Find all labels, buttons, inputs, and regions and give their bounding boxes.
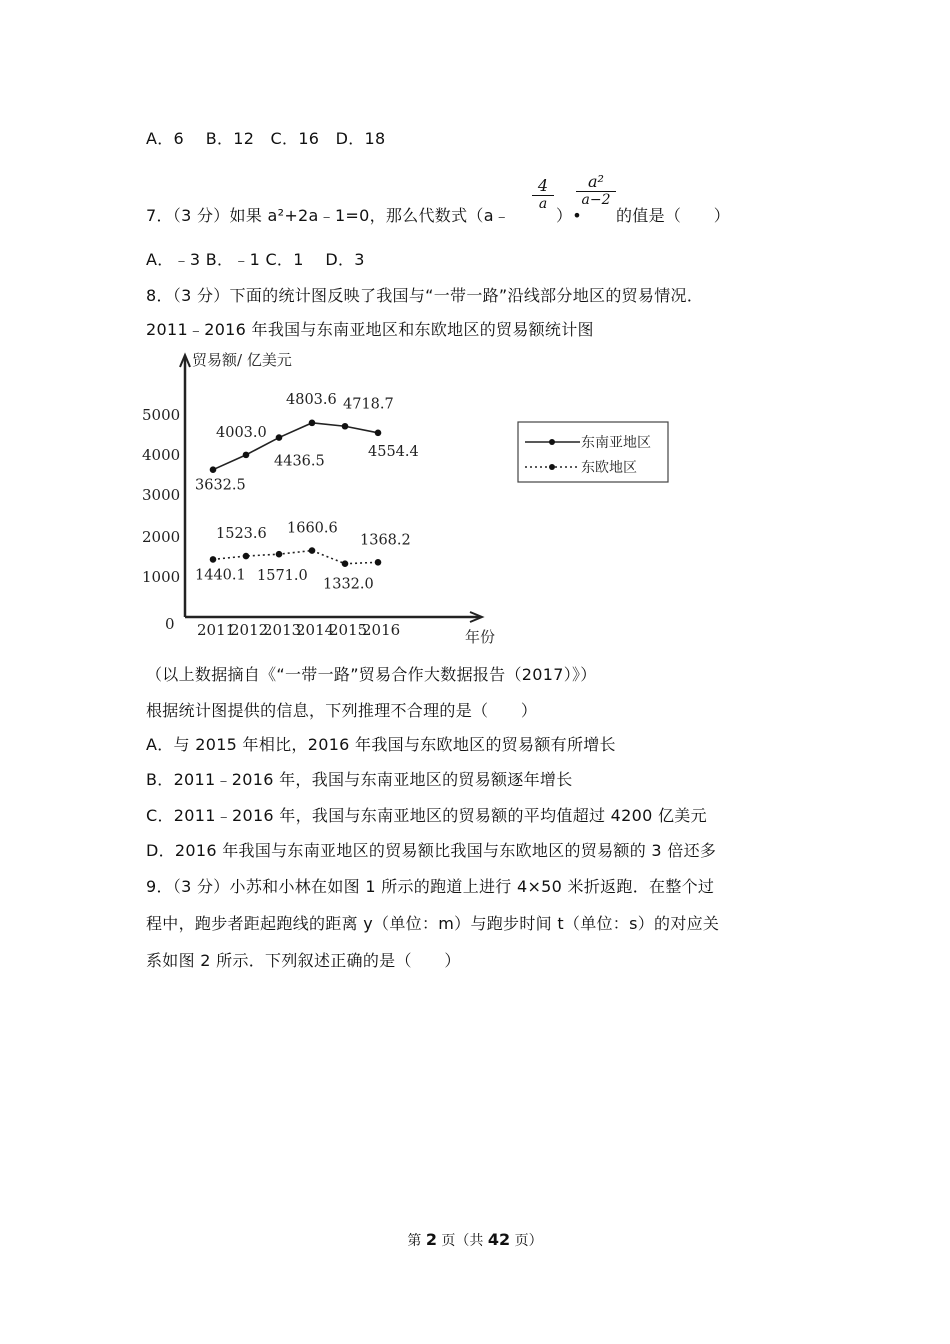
data-label: 4718.7 bbox=[343, 396, 394, 413]
x-tick-label: 2015 bbox=[329, 621, 368, 639]
legend-label: 东欧地区 bbox=[581, 460, 637, 476]
q8-option-d: D．2016 年我国与东南亚地区的贸易额比我国与东欧地区的贸易额的 3 倍还多 bbox=[146, 841, 717, 860]
y-tick-label: 2000 bbox=[142, 528, 181, 546]
data-label: 4554.4 bbox=[368, 443, 419, 460]
data-label: 4803.6 bbox=[286, 391, 337, 408]
y-tick-label: 0 bbox=[165, 615, 175, 633]
x-tick-label: 2016 bbox=[362, 621, 401, 639]
data-point bbox=[243, 553, 250, 560]
q6-options: A．6 B．12 C．16 D．18 bbox=[146, 129, 386, 148]
page-total: 42 bbox=[487, 1230, 511, 1249]
q9-line-3: 系如图 2 所示．下列叙述正确的是（ ） bbox=[146, 951, 461, 970]
q7-frac1-denominator: a bbox=[538, 196, 548, 212]
q9-line-1: 9．（3 分）小苏和小林在如图 1 所示的跑道上进行 4×50 米折返跑．在整个过 bbox=[146, 877, 715, 896]
q7-options: A．﹣3 B．﹣1 C．1 D．3 bbox=[146, 250, 365, 269]
data-label: 1368.2 bbox=[360, 532, 411, 549]
q7-fraction-4-over-a bbox=[532, 176, 554, 212]
x-tick-label: 2013 bbox=[263, 621, 302, 639]
data-point bbox=[210, 466, 217, 473]
q8-chart-caption: 2011﹣2016 年我国与东南亚地区和东欧地区的贸易额统计图 bbox=[146, 320, 594, 339]
data-point bbox=[210, 556, 217, 563]
y-tick-label: 3000 bbox=[142, 486, 181, 504]
y-tick-label: 5000 bbox=[142, 406, 181, 424]
q7-frac1-numerator: 4 bbox=[537, 176, 549, 195]
legend-label: 东南亚地区 bbox=[581, 435, 651, 451]
data-label: 1660.6 bbox=[287, 520, 338, 537]
y-tick-label: 1000 bbox=[142, 568, 181, 586]
q7-frac2-numerator: a² bbox=[588, 172, 604, 191]
x-tick-label: 2012 bbox=[230, 621, 269, 639]
data-label: 3632.5 bbox=[195, 477, 246, 494]
legend-marker bbox=[549, 464, 555, 470]
q8-option-b: B．2011﹣2016 年，我国与东南亚地区的贸易额逐年增长 bbox=[146, 770, 573, 789]
q8-source: （以上数据摘自《“一带一路”贸易合作大数据报告（2017）》） bbox=[146, 665, 597, 684]
data-point bbox=[243, 452, 250, 459]
data-label: 1523.6 bbox=[216, 526, 267, 543]
data-label: 1332.0 bbox=[323, 576, 374, 593]
data-label: 4003.0 bbox=[216, 424, 267, 441]
page-number: 2 bbox=[425, 1230, 437, 1249]
q7-stem-suffix: 的值是（ ） bbox=[616, 206, 731, 225]
q7-stem-prefix: 7．（3 分）如果 a²+2a﹣1=0，那么代数式（a﹣ bbox=[146, 206, 511, 225]
data-point bbox=[342, 560, 349, 567]
data-label: 4436.5 bbox=[274, 453, 325, 470]
data-point bbox=[309, 420, 316, 427]
q9-line-2: 程中，跑步者距起跑线的距离 y（单位：m）与跑步时间 t（单位：s）的对应关 bbox=[146, 914, 720, 933]
data-point bbox=[375, 430, 382, 437]
data-point bbox=[342, 423, 349, 430]
legend-marker bbox=[549, 439, 555, 445]
x-axis-label: 年份 bbox=[465, 628, 496, 646]
y-axis-label: 贸易额/ 亿美元 bbox=[192, 351, 292, 369]
q8-option-a: A．与 2015 年相比，2016 年我国与东欧地区的贸易额有所增长 bbox=[146, 735, 616, 754]
x-tick-label: 2011 bbox=[197, 621, 236, 639]
x-tick-label: 2014 bbox=[296, 621, 335, 639]
y-tick-label: 4000 bbox=[142, 446, 181, 464]
data-label: 1440.1 bbox=[195, 567, 246, 584]
q8-option-c: C．2011﹣2016 年，我国与东南亚地区的贸易额的平均值超过 4200 亿美元 bbox=[146, 806, 707, 825]
data-point bbox=[309, 547, 316, 554]
data-label: 1571.0 bbox=[257, 568, 308, 585]
series-line-eastern-europe bbox=[213, 551, 378, 564]
page-footer: 第 2 页（共 42 页） bbox=[407, 1230, 543, 1249]
trade-line-chart bbox=[140, 345, 680, 650]
q7-stem-mid: ）• bbox=[556, 206, 583, 225]
q8-question: 根据统计图提供的信息，下列推理不合理的是（ ） bbox=[146, 701, 538, 720]
data-point bbox=[375, 559, 382, 566]
q7-frac2-denominator: a−2 bbox=[581, 192, 611, 208]
data-point bbox=[276, 434, 283, 441]
q7-fraction-a2-over-a-minus-2 bbox=[576, 172, 616, 208]
data-point bbox=[276, 551, 283, 558]
q8-stem: 8．（3 分）下面的统计图反映了我国与“一带一路”沿线部分地区的贸易情况． bbox=[146, 286, 704, 305]
